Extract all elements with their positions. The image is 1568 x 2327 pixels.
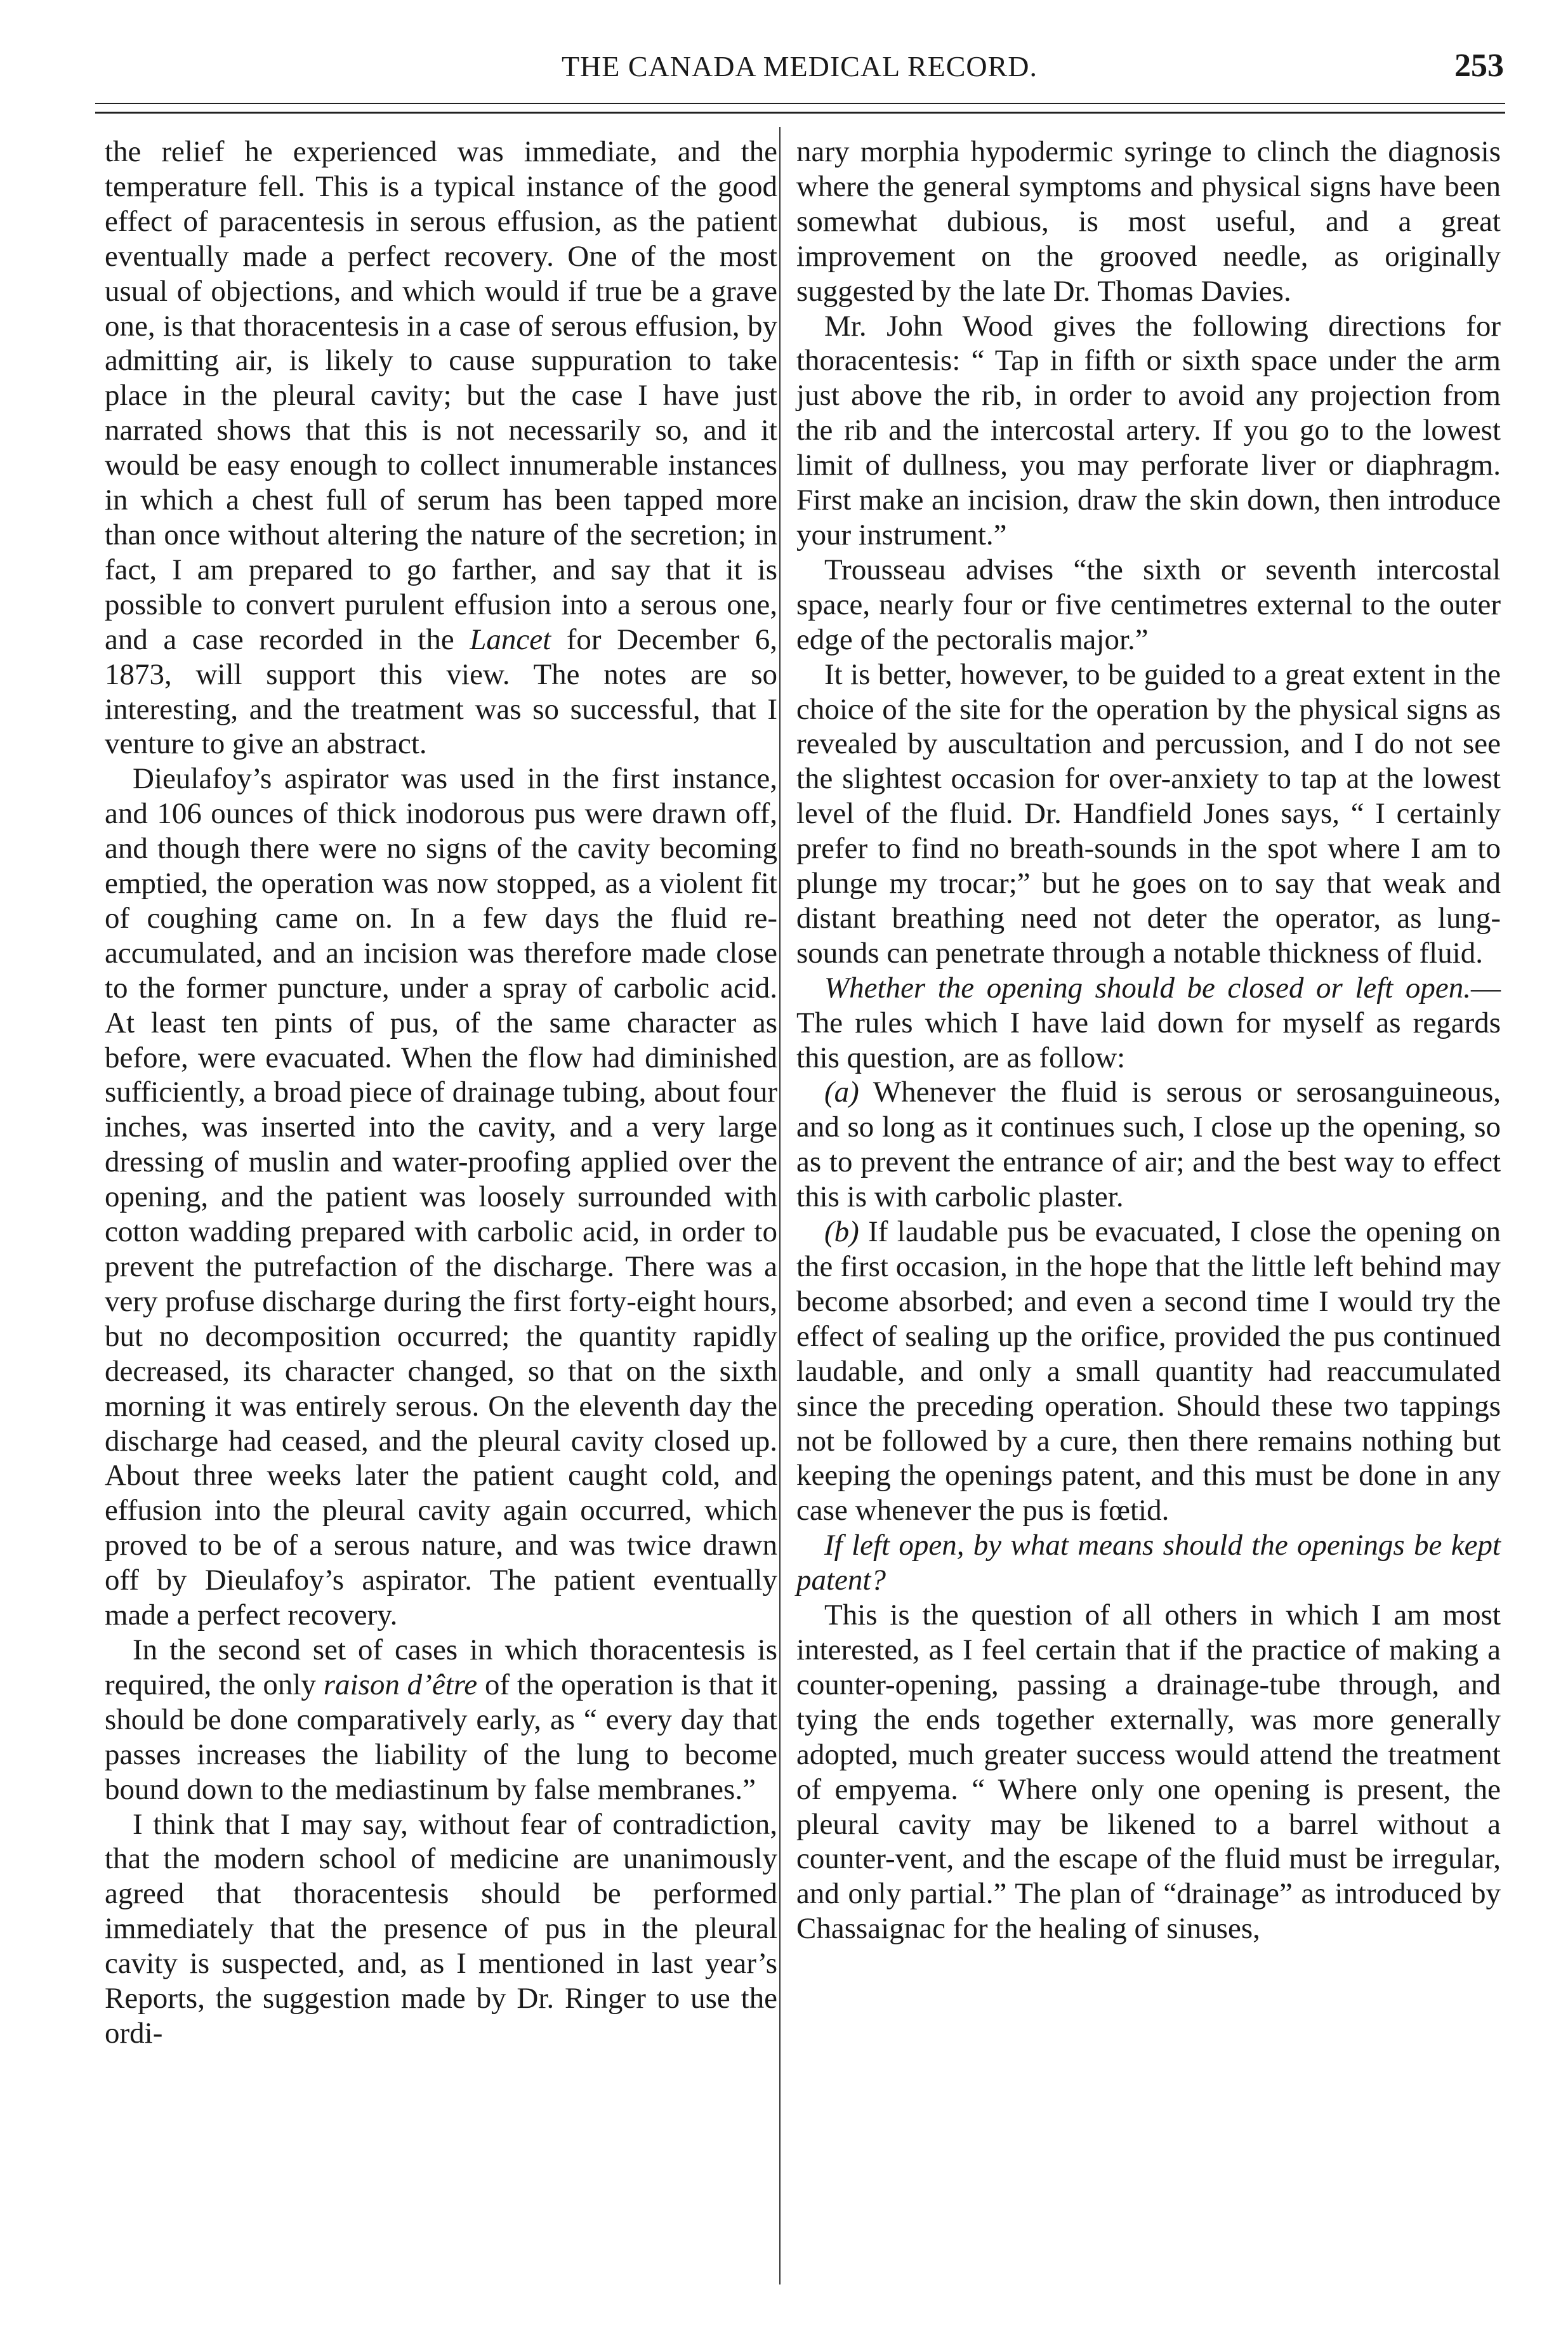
paragraph-continued: [105, 135, 777, 761]
journal-title: THE CANADA MEDICAL RECORD.: [561, 50, 1038, 82]
left-column: [105, 135, 777, 2051]
journal-name-italic: Lancet: [470, 623, 551, 656]
text-run: If laudable pus be evacuated, I close the opening on the first occasion, in the hope that the little left behind may become absorbed; and even a second time I would try the effect of sealing up the orifice, provided the pus continued laudable, and only a small quantity had reaccumulated since the preceding operation. Should these two tappings not be followed by a cure, then there remains nothing but keeping the openings patent, and this must be done in any case whenever the pus is fœtid.: [796, 1215, 1501, 1527]
paragraph-dieulafoy: Dieulafoy’s aspirator was used in the first instance, and 106 ounces of thick inodorous pus were drawn off, and though there were no signs of the cavity becoming emptied, the operation was now stopped, as a violent fit of coughing came on. In a few days the fluid re-accumulated, and an incision was therefore made close to the former puncture, under a spray of carbolic acid. At least ten pints of pus, of the same character as before, were evacuated. When the flow had diminished sufficiently, a broad piece of drainage tubing, about four inches, was inserted into the cavity, and a very large dressing of muslin and water-proofing applied over the opening, and the patient was loosely surrounded with cotton wadding prepared with carbolic acid, in order to prevent the putrefaction of the discharge. There was a very profuse discharge during the first forty-eight hours, but no decomposition occurred; the quantity rapidly decreased, its character changed, so that on the sixth morning it was entirely serous. On the eleventh day the discharge had ceased, and the pleural cavity closed up. About three weeks later the patient caught cold, and effusion into the pleural cavity again occurred, which proved to be of a serous nature, and was twice drawn off by Dieulafoy’s aspirator. The patient eventually made a perfect recovery.: [105, 762, 777, 1632]
paragraph-rule-b: [796, 1215, 1501, 1528]
paragraph-second-set: [105, 1633, 777, 1807]
paragraph-continued-right: nary morphia hypodermic syringe to clinch the diagnosis where the general symptoms and physical signs have been somewhat dubious, is most useful, and a great improvement on the grooved needle, as originally suggested by the late Dr. Thomas Davies.: [796, 135, 1501, 308]
text-run: of the operation is that it should be done comparatively early, as “ every day that passes increases the liability of the lung to become bound down to the mediastinum by false membranes.”: [105, 1668, 777, 1806]
text-run: Whenever the fluid is serous or serosanguineous, and so long as it continues such, I close up the opening, so as to prevent the entrance of air; and the best way to effect this is with carbolic plaster.: [796, 1076, 1501, 1214]
paragraph-closed-or-open: [796, 971, 1501, 1076]
running-head: [95, 49, 1504, 100]
header-rule-thick: [95, 112, 1505, 114]
paragraph-physical-signs: It is better, however, to be guided to a great extent in the choice of the site for the operation by the physical signs as revealed by auscultation and percussion, and I do not see the slightest occasion for over-anxiety to tap at the lowest level of the fluid. Dr. Handfield Jones says, “ I certainly prefer to find no breath-sounds in the spot where I am to plunge my trocar;” but he goes on to say that weak and distant breathing need not deter the operator, as lung-sounds can penetrate through a notable thickness of fluid.: [796, 657, 1501, 970]
text-run: —The rules which I have laid down for myself as regards this question, are as follow:: [796, 971, 1501, 1074]
header-rule-thin: [95, 103, 1505, 104]
page-number: 253: [1454, 48, 1504, 84]
paragraph-john-wood: Mr. John Wood gives the following directions for thoracentesis: “ Tap in fifth or sixth space under the arm just above the rib, in order to avoid any projection from the rib and the intercostal artery. If you go to the lowest limit of dullness, you may perforate liver or diaphragm. First make an incision, draw the skin down, then introduce your instrument.”: [796, 309, 1501, 551]
italic-phrase: raison d’être: [323, 1668, 478, 1701]
text-run: for December 6, 1873, will support this view. The notes are so interesting, and the treatment was so successful, that I venture to give an abstract.: [105, 623, 777, 761]
paragraph-modern-school: I think that I may say, without fear of contradiction, that the modern school of medicine are unanimously agreed that thoracentesis should be performed immediately that the presence of pus in the pleural cavity is suspected, and, as I mentioned in last year’s Reports, the suggestion made by Dr. Ringer to use the ordi-: [105, 1807, 777, 2050]
column-divider: [779, 127, 781, 2284]
text-run: In the second set of cases in which thoracentesis is required, the only: [105, 1633, 777, 1701]
section-heading-kept-patent: If left open, by what means should the openings be kept patent?: [796, 1529, 1501, 1597]
paragraph-rule-a: [796, 1075, 1501, 1215]
section-heading-italic: Whether the opening should be closed or left open.: [824, 971, 1471, 1005]
rule-label-b: (b): [824, 1215, 859, 1249]
right-column: [796, 135, 1501, 1946]
rule-label-a: (a): [824, 1076, 859, 1109]
text-run: the relief he experienced was immediate, and the temperature fell. This is a typical instance of the good effect of paracentesis in serous effusion, as the patient eventually made a perfect recovery. One of the most usual of objections, and which would if true be a grave one, is that thoracentesis in a case of serous effusion, by admitting air, is likely to cause suppuration to take place in the pleural cavity; but the case I have just narrated shows that this is not necessarily so, and it would be easy enough to collect innumerable instances in which a chest full of serum has been tapped more than once without altering the nature of the secretion; in fact, I am prepared to go farther, and say that it is possible to convert purulent effusion into a serous one, and a case recorded in the: [105, 135, 777, 656]
paragraph-trousseau: Trousseau advises “the sixth or seventh intercostal space, nearly four or five centimetres external to the outer edge of the pectoralis major.”: [796, 553, 1501, 656]
paragraph-counter-opening: This is the question of all others in which I am most interested, as I feel certain that if the practice of making a counter-opening, passing a drainage-tube through, and tying the ends together externally, was more generally adopted, much greater success would attend the treatment of empyema. “ Where only one opening is present, the pleural cavity may be likened to a barrel without a counter-vent, and the escape of the fluid must be irregular, and only partial.” The plan of “drainage” as introduced by Chassaignac for the healing of sinuses,: [796, 1599, 1501, 1946]
